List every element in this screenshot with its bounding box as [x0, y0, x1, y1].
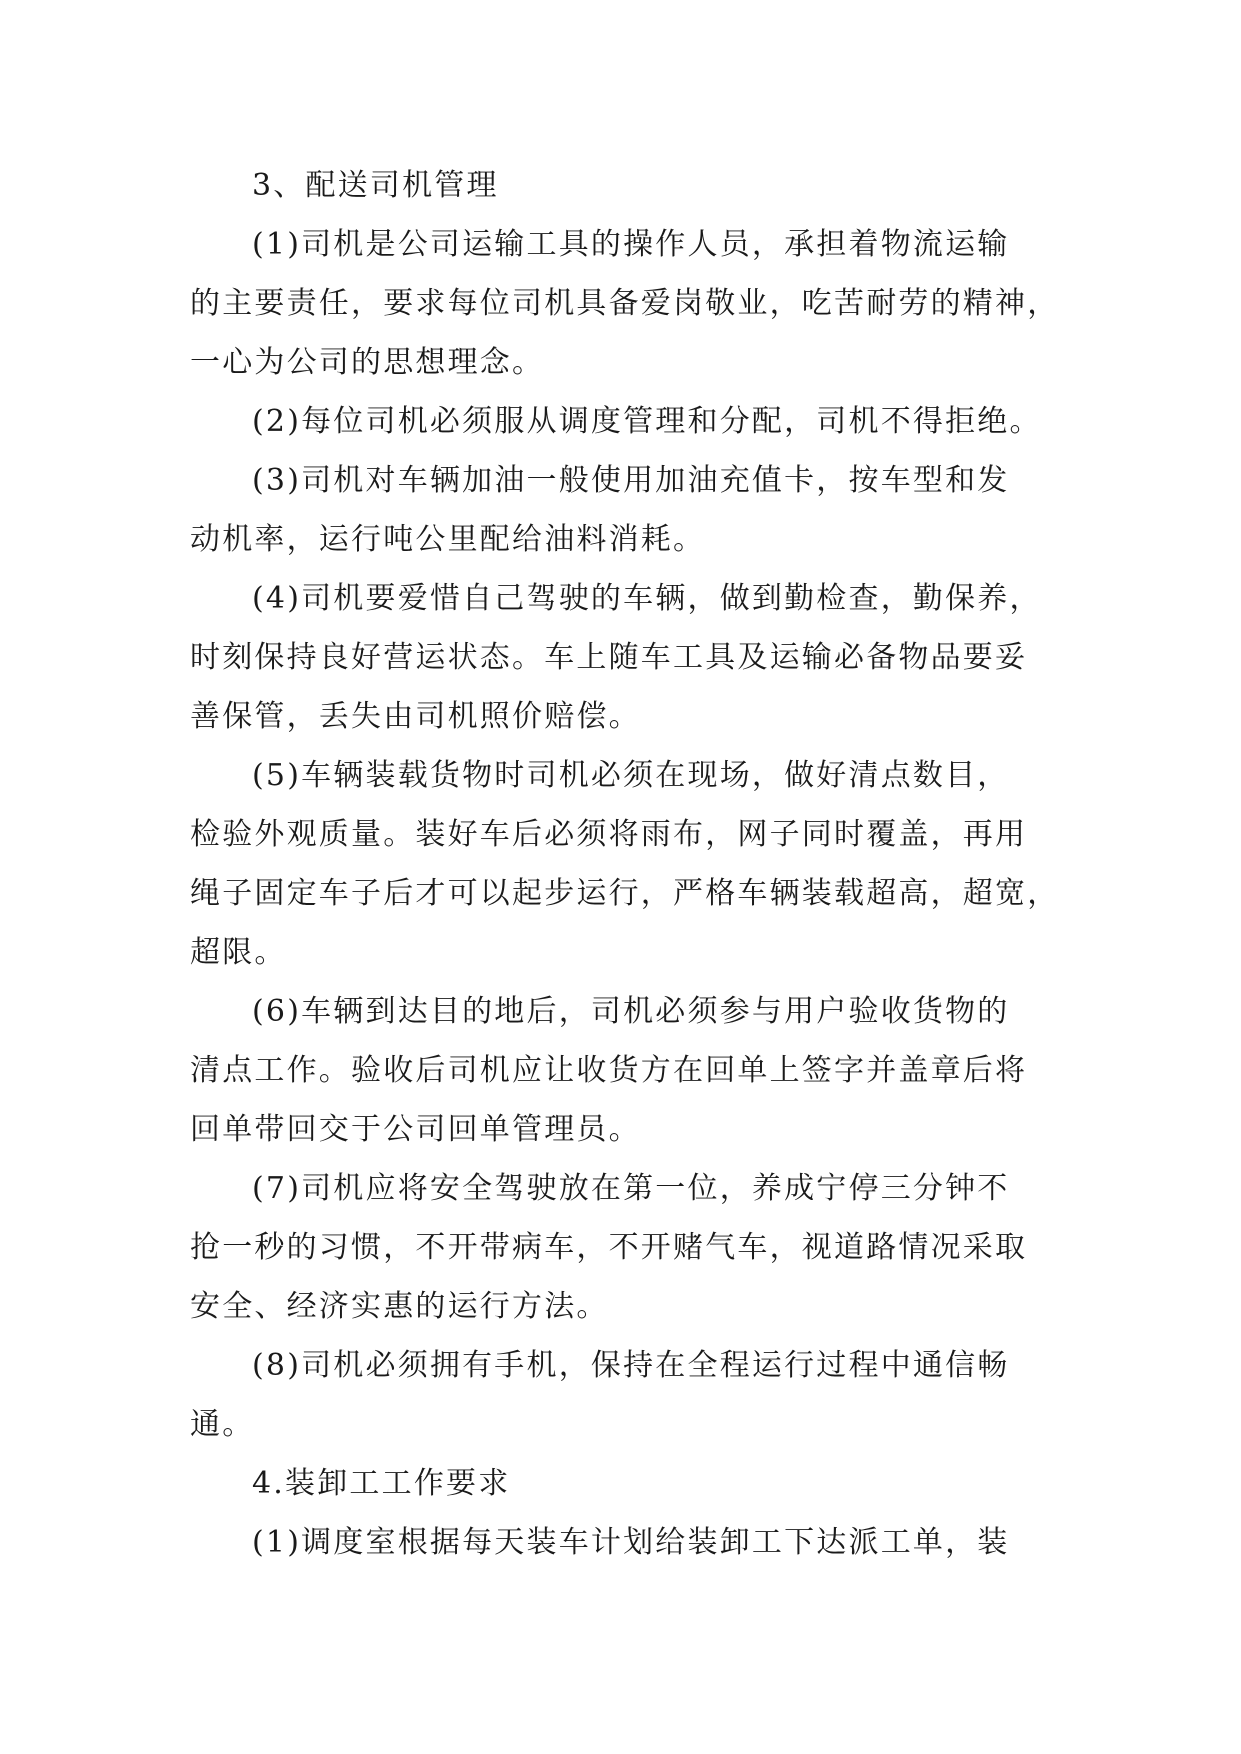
paragraph-line: 超限。 [190, 935, 287, 970]
paragraph-line: 绳子固定车子后才可以起步运行，严格车辆装载超高，超宽， [190, 876, 1060, 911]
paragraph-line: (6)车辆到达目的地后，司机必须参与用户验收货物的 [252, 994, 1010, 1029]
paragraph-line: 善保管，丢失由司机照价赔偿。 [190, 699, 641, 734]
section-heading [190, 1454, 1110, 1513]
paragraph-line: (4)司机要爱惜自己驾驶的车辆，做到勤检查，勤保养， [252, 581, 1042, 616]
paragraph-line: (7)司机应将安全驾驶放在第一位，养成宁停三分钟不 [252, 1171, 1010, 1206]
paragraph [190, 451, 1110, 569]
heading-line: 3、配送司机管理 [252, 168, 499, 203]
paragraph [190, 1159, 1110, 1336]
paragraph-line: (3)司机对车辆加油一般使用加油充值卡，按车型和发 [252, 463, 1010, 498]
paragraph-line: (2)每位司机必须服从调度管理和分配，司机不得拒绝。 [252, 404, 1042, 439]
paragraph-line: 安全、经济实惠的运行方法。 [190, 1289, 609, 1324]
paragraph [190, 392, 1110, 451]
paragraph-line: (1)调度室根据每天装车计划给装卸工下达派工单，装 [252, 1525, 1010, 1560]
paragraph-line: 回单带回交于公司回单管理员。 [190, 1112, 641, 1147]
paragraph-line: 的主要责任，要求每位司机具备爱岗敬业，吃苦耐劳的精神， [190, 286, 1060, 321]
paragraph-line: 一心为公司的思想理念。 [190, 345, 545, 380]
paragraph [190, 1336, 1110, 1454]
document-page [190, 156, 1110, 1572]
paragraph-line: 抢一秒的习惯，不开带病车，不开赌气车，视道路情况采取 [190, 1230, 1028, 1265]
paragraph-line: 检验外观质量。装好车后必须将雨布，网子同时覆盖，再用 [190, 817, 1028, 852]
paragraph [190, 215, 1110, 392]
section-heading [190, 156, 1110, 215]
paragraph-line: 动机率，运行吨公里配给油料消耗。 [190, 522, 706, 557]
paragraph [190, 1513, 1110, 1572]
paragraph-line: 通。 [190, 1407, 255, 1442]
paragraph [190, 569, 1110, 746]
paragraph-line: 时刻保持良好营运状态。车上随车工具及运输必备物品要妥 [190, 640, 1028, 675]
paragraph [190, 746, 1110, 982]
paragraph-line: (1)司机是公司运输工具的操作人员，承担着物流运输 [252, 227, 1010, 262]
paragraph-line: 清点工作。验收后司机应让收货方在回单上签字并盖章后将 [190, 1053, 1028, 1088]
paragraph-line: (8)司机必须拥有手机，保持在全程运行过程中通信畅 [252, 1348, 1010, 1383]
paragraph-line: (5)车辆装载货物时司机必须在现场，做好清点数目， [252, 758, 1010, 793]
heading-line: 4.装卸工工作要求 [252, 1466, 511, 1501]
paragraph [190, 982, 1110, 1159]
